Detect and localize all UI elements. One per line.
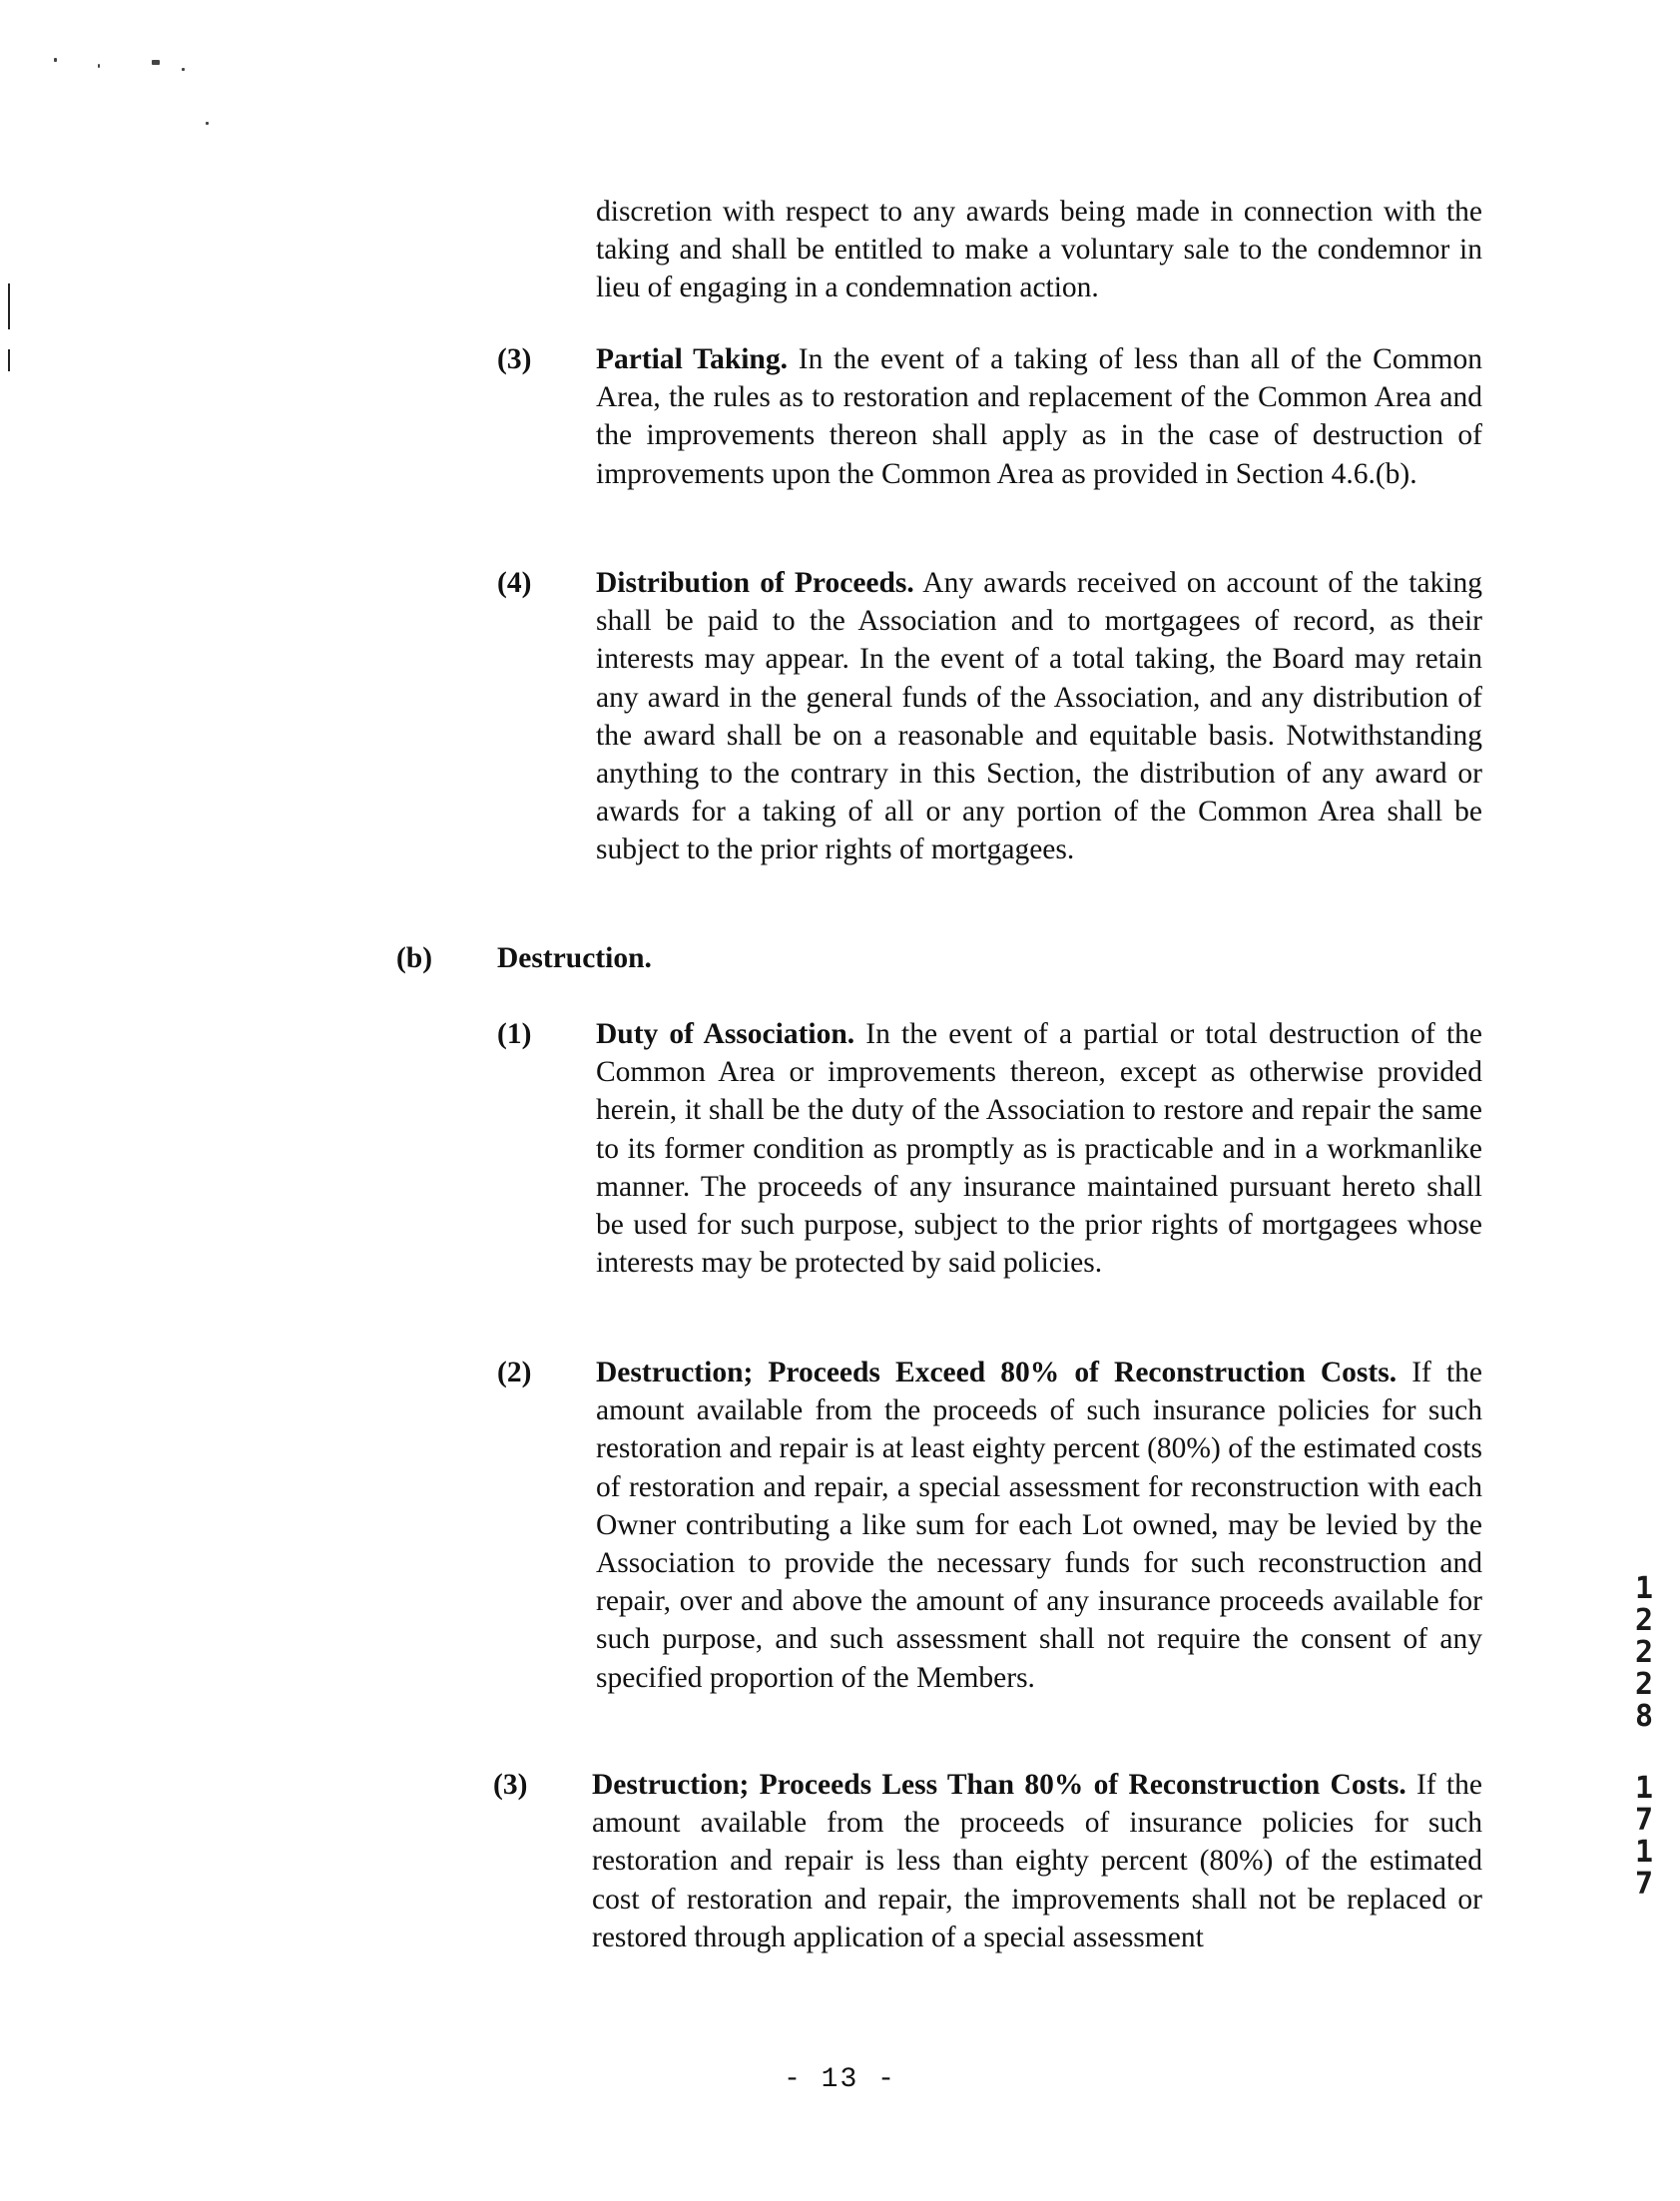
continuation-paragraph: discretion with respect to any awards being made in connection with the taking and shall be entitled to make a voluntary sale to the condemnor in lieu of engaging in a condemnation action. [596, 196, 1482, 304]
duty-text: In the event of a partial or total destruction of the Common Area or improvements thereon, except as otherwise provided herein, it shall be the duty of the Association to restore and repair the same to its former condition as promptly as is practicable and in a workmanlike manner. The proceeds of any insurance maintained pursuant hereto shall be used for such purpose, subject to the prior rights of mortgagees whose interests may be protected by said policies. [596, 1018, 1482, 1280]
less-80-heading: Destruction; Proceeds Less Than 80% of Reconstruction Costs. [592, 1769, 1406, 1801]
stamp-digit: 2 [1634, 1667, 1654, 1702]
scan-speck [152, 60, 160, 65]
less-80-paragraph [592, 1766, 1482, 1956]
partial-taking-text: In the event of a taking of less than all of the Common Area, the rules as to restoration and replacement of the Common Area and the improvements thereon shall apply as in the case of destruction of improvements upon the Common Area as provided in Section 4.6.(b). [596, 343, 1482, 490]
scan-speck [98, 64, 100, 68]
exceed-80-heading: Destruction; Proceeds Exceed 80% of Reconstruction Costs. [596, 1357, 1398, 1388]
stamp-digit: 7 [1634, 1867, 1654, 1902]
duty-heading: Duty of Association. [596, 1018, 855, 1050]
partial-taking-number: (3) [497, 343, 532, 375]
partial-taking-heading: Partial Taking. [596, 343, 788, 375]
scan-speck [182, 68, 185, 71]
exceed-80-paragraph [596, 1354, 1482, 1697]
stamp-digit: 7 [1634, 1803, 1654, 1838]
destruction-section-heading: Destruction. [497, 942, 652, 974]
stamp-digit: 1 [1634, 1835, 1654, 1870]
stamp-digit: 2 [1634, 1603, 1654, 1638]
destruction-section-number: (b) [396, 942, 433, 974]
recording-stamp-bottom [1629, 1773, 1659, 1901]
stamp-digit: 2 [1634, 1635, 1654, 1670]
stamp-digit: 8 [1634, 1699, 1654, 1734]
partial-taking-paragraph [596, 340, 1482, 493]
duty-paragraph [596, 1015, 1482, 1282]
recording-stamp-top [1629, 1573, 1659, 1733]
distribution-paragraph [596, 564, 1482, 869]
distribution-heading: Distribution of Proceeds. [596, 567, 914, 599]
page-number: - 13 - [784, 2064, 896, 2095]
exceed-80-text: If the amount available from the proceeds of such insurance policies for such restoration and repair is at least eighty percent (80%) of the estimated costs of restoration and repair, a special assessment for reconstruction with each Owner contributing a like sum for each Lot owned, may be levied by the Association to provide the necessary funds for such reconstruction and repair, over and above the amount of any insurance proceeds available for such purpose, and such assessment shall not require the consent of any specified proportion of the Members. [596, 1357, 1483, 1694]
stamp-digit: 1 [1634, 1771, 1654, 1806]
exceed-80-number: (2) [497, 1357, 532, 1388]
duty-number: (1) [497, 1018, 532, 1050]
scan-artifact-line [8, 283, 10, 329]
distribution-text: Any awards received on account of the taking shall be paid to the Association and to mortgagees of record, as their interests may appear. In the event of a total taking, the Board may retain any award in the general funds of the Association, and any distribution of the award shall be on a reasonable and equitable basis. Notwithstanding anything to the contrary in this Section, the distribution of any award or awards for a taking of all or any portion of the Common Area shall be subject to the prior rights of mortgagees. [596, 567, 1482, 866]
less-80-text: If the amount available from the proceeds of insurance policies for such restoration and repair is less than eighty percent (80%) of the estimated cost of restoration and repair, the improvements shall not be replaced or restored through application of a special assessment [592, 1769, 1482, 1953]
scan-artifact-line [8, 349, 10, 371]
stamp-digit: 1 [1634, 1571, 1654, 1606]
scan-speck [54, 58, 57, 62]
distribution-number: (4) [497, 567, 532, 599]
scan-speck [206, 122, 209, 125]
less-80-number: (3) [493, 1769, 528, 1801]
